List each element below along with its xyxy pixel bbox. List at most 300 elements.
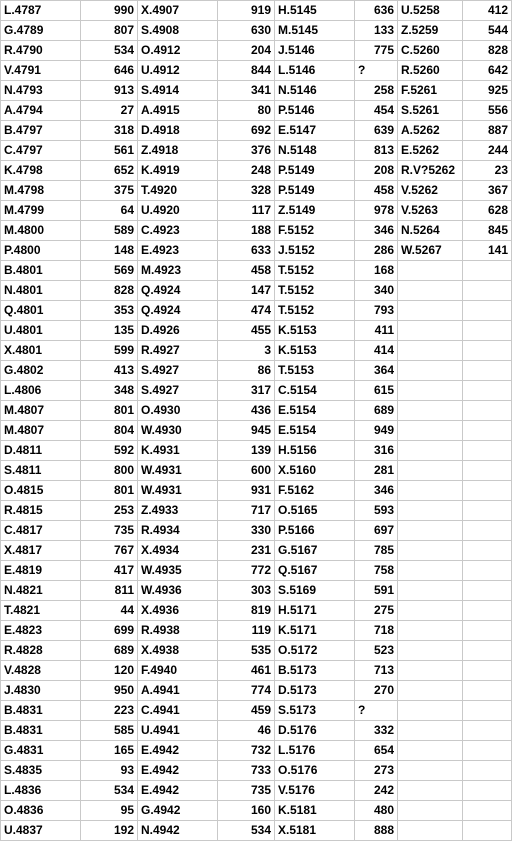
value-cell[interactable] <box>463 621 512 641</box>
value-cell[interactable]: 636 <box>355 1 398 21</box>
code-cell[interactable]: M.4798 <box>1 181 81 201</box>
value-cell[interactable]: 119 <box>218 621 275 641</box>
code-cell[interactable]: S.4908 <box>138 21 218 41</box>
value-cell[interactable]: 223 <box>81 701 138 721</box>
value-cell[interactable]: 534 <box>81 781 138 801</box>
value-cell[interactable]: 888 <box>355 821 398 841</box>
code-cell[interactable] <box>398 821 463 841</box>
code-cell[interactable]: T.5152 <box>275 281 355 301</box>
code-cell[interactable]: P.5166 <box>275 521 355 541</box>
value-cell[interactable]: 774 <box>218 681 275 701</box>
value-cell[interactable]: 600 <box>218 461 275 481</box>
value-cell[interactable]: 534 <box>81 41 138 61</box>
value-cell[interactable]: 376 <box>218 141 275 161</box>
code-cell[interactable]: H.5156 <box>275 441 355 461</box>
code-cell[interactable]: A.4794 <box>1 101 81 121</box>
code-cell[interactable] <box>398 281 463 301</box>
value-cell[interactable]: 593 <box>355 501 398 521</box>
value-cell[interactable]: 332 <box>355 721 398 741</box>
code-cell[interactable]: R.V?5262 <box>398 161 463 181</box>
code-cell[interactable]: K.4931 <box>138 441 218 461</box>
value-cell[interactable]: 642 <box>463 61 512 81</box>
value-cell[interactable]: 735 <box>81 521 138 541</box>
code-cell[interactable]: S.4927 <box>138 361 218 381</box>
code-cell[interactable]: X.5160 <box>275 461 355 481</box>
value-cell[interactable]: 793 <box>355 301 398 321</box>
value-cell[interactable] <box>463 561 512 581</box>
value-cell[interactable] <box>463 681 512 701</box>
code-cell[interactable]: V.5262 <box>398 181 463 201</box>
value-cell[interactable]: 804 <box>81 421 138 441</box>
value-cell[interactable]: 27 <box>81 101 138 121</box>
value-cell[interactable]: 330 <box>218 521 275 541</box>
value-cell[interactable]: 828 <box>81 281 138 301</box>
code-cell[interactable]: F.5162 <box>275 481 355 501</box>
code-cell[interactable] <box>398 521 463 541</box>
value-cell[interactable] <box>463 601 512 621</box>
code-cell[interactable]: O.5165 <box>275 501 355 521</box>
code-cell[interactable]: D.4811 <box>1 441 81 461</box>
code-cell[interactable] <box>398 261 463 281</box>
value-cell[interactable]: 231 <box>218 541 275 561</box>
code-cell[interactable] <box>398 361 463 381</box>
value-cell[interactable]: 458 <box>355 181 398 201</box>
value-cell[interactable]: 44 <box>81 601 138 621</box>
code-cell[interactable] <box>398 621 463 641</box>
value-cell[interactable]: 86 <box>218 361 275 381</box>
code-cell[interactable]: U.4941 <box>138 721 218 741</box>
code-cell[interactable]: E.5154 <box>275 401 355 421</box>
code-cell[interactable]: E.4942 <box>138 781 218 801</box>
value-cell[interactable]: 3 <box>218 341 275 361</box>
code-cell[interactable]: P.5149 <box>275 161 355 181</box>
value-cell[interactable]: 646 <box>81 61 138 81</box>
code-cell[interactable]: L.5146 <box>275 61 355 81</box>
code-cell[interactable]: C.5154 <box>275 381 355 401</box>
code-cell[interactable]: Z.4933 <box>138 501 218 521</box>
value-cell[interactable]: 273 <box>355 761 398 781</box>
value-cell[interactable]: 474 <box>218 301 275 321</box>
code-cell[interactable]: X.5181 <box>275 821 355 841</box>
value-cell[interactable]: 316 <box>355 441 398 461</box>
value-cell[interactable]: 303 <box>218 581 275 601</box>
value-cell[interactable]: 341 <box>218 81 275 101</box>
value-cell[interactable] <box>463 801 512 821</box>
value-cell[interactable]: 819 <box>218 601 275 621</box>
code-cell[interactable]: X.4817 <box>1 541 81 561</box>
code-cell[interactable]: T.5152 <box>275 301 355 321</box>
code-cell[interactable]: O.4912 <box>138 41 218 61</box>
value-cell[interactable]: 699 <box>81 621 138 641</box>
value-cell[interactable]: 412 <box>463 1 512 21</box>
code-cell[interactable]: O.4836 <box>1 801 81 821</box>
code-cell[interactable]: S.5173 <box>275 701 355 721</box>
code-cell[interactable] <box>398 461 463 481</box>
code-cell[interactable]: Z.5259 <box>398 21 463 41</box>
value-cell[interactable] <box>463 761 512 781</box>
code-cell[interactable]: J.5152 <box>275 241 355 261</box>
value-cell[interactable]: 244 <box>463 141 512 161</box>
code-cell[interactable]: S.4835 <box>1 761 81 781</box>
code-cell[interactable]: L.4836 <box>1 781 81 801</box>
value-cell[interactable]: 801 <box>81 481 138 501</box>
value-cell[interactable]: 242 <box>355 781 398 801</box>
value-cell[interactable]: 591 <box>355 581 398 601</box>
value-cell[interactable]: 585 <box>81 721 138 741</box>
code-cell[interactable]: D.5173 <box>275 681 355 701</box>
value-cell[interactable]: 340 <box>355 281 398 301</box>
code-cell[interactable] <box>398 721 463 741</box>
value-cell[interactable] <box>463 321 512 341</box>
value-cell[interactable]: 148 <box>81 241 138 261</box>
value-cell[interactable] <box>463 461 512 481</box>
code-cell[interactable]: K.5153 <box>275 341 355 361</box>
code-cell[interactable]: E.5262 <box>398 141 463 161</box>
code-cell[interactable] <box>398 341 463 361</box>
code-cell[interactable]: Q.4924 <box>138 301 218 321</box>
code-cell[interactable]: S.4811 <box>1 461 81 481</box>
code-cell[interactable]: D.5176 <box>275 721 355 741</box>
value-cell[interactable]: 317 <box>218 381 275 401</box>
value-cell[interactable] <box>463 821 512 841</box>
code-cell[interactable]: C.4797 <box>1 141 81 161</box>
code-cell[interactable]: E.4942 <box>138 741 218 761</box>
value-cell[interactable]: 925 <box>463 81 512 101</box>
code-cell[interactable]: N.4942 <box>138 821 218 841</box>
value-cell[interactable]: 117 <box>218 201 275 221</box>
value-cell[interactable] <box>463 481 512 501</box>
value-cell[interactable]: 735 <box>218 781 275 801</box>
value-cell[interactable]: 733 <box>218 761 275 781</box>
value-cell[interactable] <box>463 441 512 461</box>
value-cell[interactable]: 828 <box>463 41 512 61</box>
code-cell[interactable]: G.4789 <box>1 21 81 41</box>
value-cell[interactable]: 436 <box>218 401 275 421</box>
code-cell[interactable]: G.4831 <box>1 741 81 761</box>
code-cell[interactable]: L.5176 <box>275 741 355 761</box>
value-cell[interactable]: 615 <box>355 381 398 401</box>
code-cell[interactable]: M.4800 <box>1 221 81 241</box>
code-cell[interactable]: R.4815 <box>1 501 81 521</box>
code-cell[interactable]: R.5260 <box>398 61 463 81</box>
value-cell[interactable]: 639 <box>355 121 398 141</box>
value-cell[interactable] <box>463 661 512 681</box>
code-cell[interactable]: G.5167 <box>275 541 355 561</box>
value-cell[interactable]: 253 <box>81 501 138 521</box>
value-cell[interactable]: 95 <box>81 801 138 821</box>
value-cell[interactable]: 133 <box>355 21 398 41</box>
code-cell[interactable] <box>398 741 463 761</box>
code-cell[interactable]: H.5145 <box>275 1 355 21</box>
code-cell[interactable] <box>398 681 463 701</box>
code-cell[interactable] <box>398 401 463 421</box>
value-cell[interactable]: 978 <box>355 201 398 221</box>
code-cell[interactable]: B.4831 <box>1 701 81 721</box>
code-cell[interactable]: W.4936 <box>138 581 218 601</box>
value-cell[interactable]: 772 <box>218 561 275 581</box>
value-cell[interactable]: 523 <box>355 641 398 661</box>
value-cell[interactable]: 950 <box>81 681 138 701</box>
value-cell[interactable] <box>463 781 512 801</box>
code-cell[interactable]: N.4821 <box>1 581 81 601</box>
code-cell[interactable]: P.5149 <box>275 181 355 201</box>
value-cell[interactable]: 718 <box>355 621 398 641</box>
code-cell[interactable]: H.5171 <box>275 601 355 621</box>
code-cell[interactable]: B.5173 <box>275 661 355 681</box>
code-cell[interactable]: A.4915 <box>138 101 218 121</box>
code-cell[interactable]: B.4831 <box>1 721 81 741</box>
value-cell[interactable]: 168 <box>355 261 398 281</box>
value-cell[interactable]: 346 <box>355 221 398 241</box>
value-cell[interactable]: 480 <box>355 801 398 821</box>
code-cell[interactable]: V.5263 <box>398 201 463 221</box>
value-cell[interactable]: 204 <box>218 41 275 61</box>
code-cell[interactable] <box>398 701 463 721</box>
value-cell[interactable]: 990 <box>81 1 138 21</box>
value-cell[interactable]: 46 <box>218 721 275 741</box>
code-cell[interactable]: D.4926 <box>138 321 218 341</box>
code-cell[interactable]: J.4830 <box>1 681 81 701</box>
value-cell[interactable]: 689 <box>355 401 398 421</box>
code-cell[interactable]: N.5146 <box>275 81 355 101</box>
value-cell[interactable]: 139 <box>218 441 275 461</box>
code-cell[interactable]: E.4942 <box>138 761 218 781</box>
code-cell[interactable]: S.5169 <box>275 581 355 601</box>
code-cell[interactable]: W.4931 <box>138 461 218 481</box>
code-cell[interactable]: F.5152 <box>275 221 355 241</box>
value-cell[interactable]: 535 <box>218 641 275 661</box>
value-cell[interactable]: 945 <box>218 421 275 441</box>
value-cell[interactable]: 800 <box>81 461 138 481</box>
value-cell[interactable]: 455 <box>218 321 275 341</box>
code-cell[interactable] <box>398 801 463 821</box>
code-cell[interactable]: J.5146 <box>275 41 355 61</box>
code-cell[interactable]: M.5145 <box>275 21 355 41</box>
code-cell[interactable]: N.5148 <box>275 141 355 161</box>
code-cell[interactable]: T.4821 <box>1 601 81 621</box>
code-cell[interactable]: B.4797 <box>1 121 81 141</box>
code-cell[interactable]: B.4801 <box>1 261 81 281</box>
value-cell[interactable]: 414 <box>355 341 398 361</box>
value-cell[interactable] <box>463 281 512 301</box>
code-cell[interactable]: R.4828 <box>1 641 81 661</box>
code-cell[interactable] <box>398 441 463 461</box>
value-cell[interactable]: ? <box>355 701 398 721</box>
value-cell[interactable]: 633 <box>218 241 275 261</box>
value-cell[interactable]: 767 <box>81 541 138 561</box>
code-cell[interactable]: V.4828 <box>1 661 81 681</box>
code-cell[interactable] <box>398 421 463 441</box>
code-cell[interactable]: E.4819 <box>1 561 81 581</box>
code-cell[interactable]: W.4935 <box>138 561 218 581</box>
code-cell[interactable]: U.4837 <box>1 821 81 841</box>
code-cell[interactable]: D.4918 <box>138 121 218 141</box>
code-cell[interactable]: N.4801 <box>1 281 81 301</box>
code-cell[interactable]: M.4923 <box>138 261 218 281</box>
code-cell[interactable] <box>398 561 463 581</box>
value-cell[interactable]: 845 <box>463 221 512 241</box>
value-cell[interactable]: 813 <box>355 141 398 161</box>
value-cell[interactable]: 692 <box>218 121 275 141</box>
value-cell[interactable] <box>463 401 512 421</box>
value-cell[interactable]: 461 <box>218 661 275 681</box>
value-cell[interactable]: 23 <box>463 161 512 181</box>
code-cell[interactable]: X.4936 <box>138 601 218 621</box>
code-cell[interactable]: Q.5167 <box>275 561 355 581</box>
value-cell[interactable] <box>463 261 512 281</box>
value-cell[interactable] <box>463 721 512 741</box>
code-cell[interactable]: E.5154 <box>275 421 355 441</box>
value-cell[interactable]: 270 <box>355 681 398 701</box>
value-cell[interactable]: 192 <box>81 821 138 841</box>
value-cell[interactable]: 364 <box>355 361 398 381</box>
code-cell[interactable]: K.4919 <box>138 161 218 181</box>
code-cell[interactable]: X.4934 <box>138 541 218 561</box>
value-cell[interactable]: 141 <box>463 241 512 261</box>
code-cell[interactable]: Z.5149 <box>275 201 355 221</box>
code-cell[interactable]: Q.4924 <box>138 281 218 301</box>
value-cell[interactable]: 275 <box>355 601 398 621</box>
code-cell[interactable]: S.5261 <box>398 101 463 121</box>
code-cell[interactable]: U.4920 <box>138 201 218 221</box>
code-cell[interactable]: N.5264 <box>398 221 463 241</box>
code-cell[interactable]: Z.4918 <box>138 141 218 161</box>
value-cell[interactable]: 120 <box>81 661 138 681</box>
code-cell[interactable]: K.5181 <box>275 801 355 821</box>
code-cell[interactable]: F.5261 <box>398 81 463 101</box>
value-cell[interactable]: 569 <box>81 261 138 281</box>
value-cell[interactable]: 697 <box>355 521 398 541</box>
value-cell[interactable]: 93 <box>81 761 138 781</box>
value-cell[interactable]: 165 <box>81 741 138 761</box>
value-cell[interactable]: 417 <box>81 561 138 581</box>
value-cell[interactable]: 589 <box>81 221 138 241</box>
code-cell[interactable]: V.5176 <box>275 781 355 801</box>
value-cell[interactable]: 775 <box>355 41 398 61</box>
value-cell[interactable]: 188 <box>218 221 275 241</box>
value-cell[interactable] <box>463 381 512 401</box>
code-cell[interactable] <box>398 381 463 401</box>
value-cell[interactable]: 599 <box>81 341 138 361</box>
value-cell[interactable] <box>463 701 512 721</box>
code-cell[interactable]: C.4941 <box>138 701 218 721</box>
code-cell[interactable] <box>398 321 463 341</box>
value-cell[interactable] <box>463 361 512 381</box>
code-cell[interactable]: R.4938 <box>138 621 218 641</box>
code-cell[interactable] <box>398 481 463 501</box>
code-cell[interactable]: U.4912 <box>138 61 218 81</box>
code-cell[interactable]: C.5260 <box>398 41 463 61</box>
code-cell[interactable]: M.4807 <box>1 421 81 441</box>
code-cell[interactable]: K.5153 <box>275 321 355 341</box>
value-cell[interactable]: 135 <box>81 321 138 341</box>
value-cell[interactable]: 328 <box>218 181 275 201</box>
value-cell[interactable]: 544 <box>463 21 512 41</box>
value-cell[interactable] <box>463 501 512 521</box>
value-cell[interactable]: 919 <box>218 1 275 21</box>
code-cell[interactable]: U.5258 <box>398 1 463 21</box>
value-cell[interactable]: 887 <box>463 121 512 141</box>
value-cell[interactable]: ? <box>355 61 398 81</box>
code-cell[interactable]: K.5171 <box>275 621 355 641</box>
value-cell[interactable]: 811 <box>81 581 138 601</box>
code-cell[interactable]: W.4931 <box>138 481 218 501</box>
code-cell[interactable]: F.4940 <box>138 661 218 681</box>
code-cell[interactable]: U.4801 <box>1 321 81 341</box>
value-cell[interactable]: 949 <box>355 421 398 441</box>
code-cell[interactable] <box>398 761 463 781</box>
code-cell[interactable]: L.4806 <box>1 381 81 401</box>
value-cell[interactable]: 801 <box>81 401 138 421</box>
value-cell[interactable]: 458 <box>218 261 275 281</box>
code-cell[interactable]: N.4793 <box>1 81 81 101</box>
value-cell[interactable]: 592 <box>81 441 138 461</box>
value-cell[interactable]: 689 <box>81 641 138 661</box>
value-cell[interactable]: 353 <box>81 301 138 321</box>
value-cell[interactable]: 913 <box>81 81 138 101</box>
value-cell[interactable]: 147 <box>218 281 275 301</box>
value-cell[interactable] <box>463 641 512 661</box>
value-cell[interactable]: 654 <box>355 741 398 761</box>
value-cell[interactable]: 208 <box>355 161 398 181</box>
value-cell[interactable] <box>463 301 512 321</box>
value-cell[interactable] <box>463 341 512 361</box>
value-cell[interactable]: 561 <box>81 141 138 161</box>
value-cell[interactable] <box>463 541 512 561</box>
code-cell[interactable]: O.4815 <box>1 481 81 501</box>
code-cell[interactable]: E.4923 <box>138 241 218 261</box>
code-cell[interactable]: P.5146 <box>275 101 355 121</box>
code-cell[interactable]: P.4800 <box>1 241 81 261</box>
code-cell[interactable]: R.4790 <box>1 41 81 61</box>
value-cell[interactable] <box>463 581 512 601</box>
code-cell[interactable]: O.5176 <box>275 761 355 781</box>
code-cell[interactable]: R.4934 <box>138 521 218 541</box>
code-cell[interactable]: K.4798 <box>1 161 81 181</box>
value-cell[interactable]: 454 <box>355 101 398 121</box>
code-cell[interactable]: L.4787 <box>1 1 81 21</box>
value-cell[interactable]: 628 <box>463 201 512 221</box>
value-cell[interactable] <box>463 741 512 761</box>
value-cell[interactable]: 248 <box>218 161 275 181</box>
code-cell[interactable] <box>398 541 463 561</box>
code-cell[interactable]: S.4914 <box>138 81 218 101</box>
value-cell[interactable]: 258 <box>355 81 398 101</box>
code-cell[interactable]: V.4791 <box>1 61 81 81</box>
value-cell[interactable] <box>463 421 512 441</box>
code-cell[interactable] <box>398 301 463 321</box>
value-cell[interactable]: 807 <box>81 21 138 41</box>
code-cell[interactable]: G.4942 <box>138 801 218 821</box>
code-cell[interactable] <box>398 781 463 801</box>
code-cell[interactable]: T.4920 <box>138 181 218 201</box>
code-cell[interactable]: W.5267 <box>398 241 463 261</box>
code-cell[interactable]: Q.4801 <box>1 301 81 321</box>
value-cell[interactable]: 717 <box>218 501 275 521</box>
code-cell[interactable]: T.5152 <box>275 261 355 281</box>
code-cell[interactable] <box>398 601 463 621</box>
value-cell[interactable]: 459 <box>218 701 275 721</box>
value-cell[interactable]: 281 <box>355 461 398 481</box>
value-cell[interactable]: 375 <box>81 181 138 201</box>
code-cell[interactable]: X.4907 <box>138 1 218 21</box>
value-cell[interactable]: 758 <box>355 561 398 581</box>
code-cell[interactable]: M.4807 <box>1 401 81 421</box>
value-cell[interactable]: 64 <box>81 201 138 221</box>
code-cell[interactable] <box>398 501 463 521</box>
code-cell[interactable]: T.5153 <box>275 361 355 381</box>
value-cell[interactable]: 785 <box>355 541 398 561</box>
